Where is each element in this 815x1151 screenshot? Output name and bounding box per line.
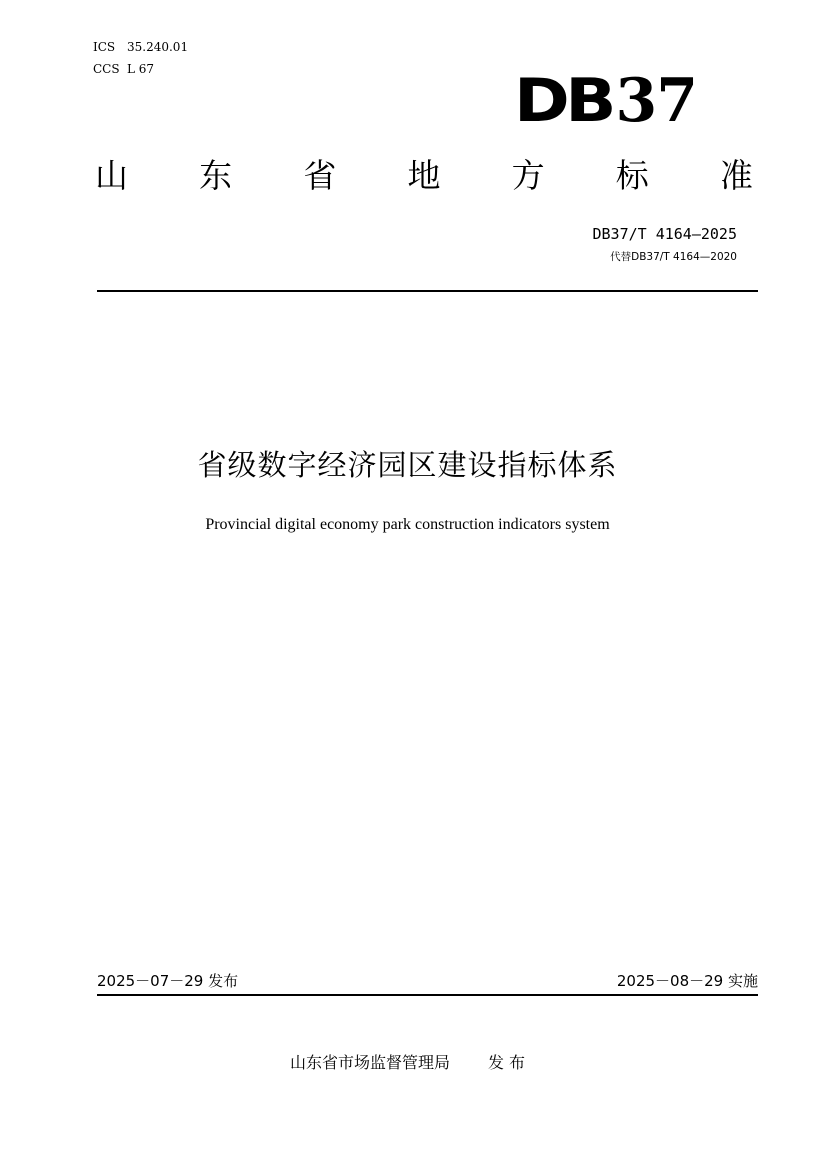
document-title-zh: 省级数字经济园区建设指标体系: [197, 448, 618, 482]
db37-logo: [514, 66, 698, 136]
document-title-en: Provincial digital economy park construction indicators system: [205, 516, 610, 533]
replaced-standard: 代替DB37/T 4164—2020: [610, 251, 737, 263]
header-divider: [97, 290, 758, 292]
standard-type-char: 东: [199, 156, 233, 195]
standard-type-heading: [95, 154, 753, 198]
standard-type-char: 标: [615, 156, 649, 195]
ccs-value: L 67: [127, 62, 155, 76]
logo-number: 37: [615, 66, 698, 136]
ccs-code: [93, 62, 154, 76]
standard-type-char: 准: [719, 156, 753, 195]
ics-label: ICS: [93, 40, 116, 54]
standard-type-char: 方: [511, 156, 545, 195]
standard-type-char: 山: [95, 156, 128, 195]
logo-db: DB: [514, 66, 613, 136]
standard-type-char: 地: [407, 156, 441, 195]
standard-type-char: 省: [303, 156, 337, 195]
issuer-name: 山东省市场监督管理局: [289, 1053, 450, 1072]
standard-number: DB37/T 4164—2025: [592, 225, 737, 243]
footer-divider: [97, 994, 758, 996]
publish-date: 2025－07－29 发布: [97, 972, 239, 990]
issuer: [0, 1051, 815, 1075]
implement-date: 2025－08－29 实施: [616, 972, 758, 990]
ics-value: 35.240.01: [127, 40, 189, 54]
ccs-label: CCS: [93, 62, 120, 76]
ics-code: [93, 40, 188, 54]
issuer-action: 发 布: [487, 1053, 526, 1072]
